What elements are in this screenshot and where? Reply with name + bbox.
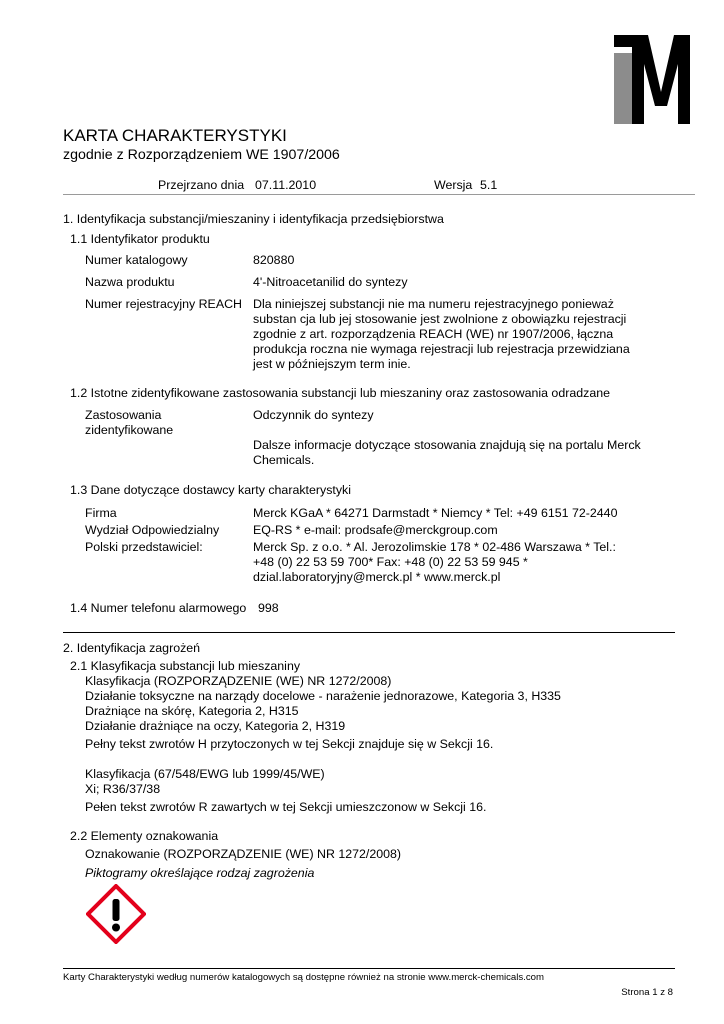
clp-classification-line: Drażniące na skórę, Kategoria 2, H315 <box>85 704 299 718</box>
reach-number-label: Numer rejestracyjny REACH <box>85 297 242 311</box>
dsd-classification-value: Xi; R36/37/38 <box>85 782 161 796</box>
section-1-heading: 1. Identyfikacja substancji/mieszaniny i identyfikacja przedsiębiorstwa <box>63 212 444 226</box>
section-2-2-heading: 2.2 Elementy oznakowania <box>70 829 219 843</box>
section-1-3-heading: 1.3 Dane dotyczące dostawcy karty charakterystyki <box>70 483 351 497</box>
polish-rep-line: Merck Sp. z o.o. * Al. Jerozolimskie 178 * 02-486 Warszawa * Tel.: <box>253 540 616 554</box>
catalog-number-label: Numer katalogowy <box>85 253 188 267</box>
labelling-heading: Oznakowanie (ROZPORZĄDZENIE (WE) NR 1272/2008) <box>85 847 402 861</box>
product-name-value: 4'-Nitroacetanilid do syntezy <box>253 275 408 289</box>
identified-uses-label: Zastosowania <box>85 408 162 422</box>
company-value: Merck KGaA * 64271 Darmstadt * Niemcy * Tel: +49 6151 72-2440 <box>253 506 618 520</box>
dsd-classification-heading: Klasyfikacja (67/548/EWG lub 1999/45/WE) <box>85 767 325 781</box>
product-name-label: Nazwa produktu <box>85 275 175 289</box>
clp-classification-line: Działanie toksyczne na narządy docelowe - narażenie jednorazowe, Kategoria 3, H335 <box>85 689 561 703</box>
clp-classification-line: Działanie drażniące na oczy, Kategoria 2, H319 <box>85 719 346 733</box>
footer-divider <box>63 968 675 969</box>
section-1-2-heading: 1.2 Istotne zidentyfikowane zastosowania substancji lub mieszaniny oraz zastosowania odradzane <box>70 386 610 400</box>
version-value: 5.1 <box>480 178 498 192</box>
more-info-line: Chemicals. <box>253 453 315 467</box>
reach-number-line: Dla niniejszej substancji nie ma numeru rejestracyjnego ponieważ <box>253 297 614 311</box>
reach-number-line: produkcja roczna nie wymaga rejestracji lub rejestracja przewidziana <box>253 342 630 356</box>
header-divider <box>63 194 695 195</box>
company-label: Firma <box>85 506 117 520</box>
page-number: Strona 1 z 8 <box>621 987 673 998</box>
section-1-1-heading: 1.1 Identyfikator produktu <box>70 232 210 246</box>
responsible-dept-value: EQ-RS * e-mail: prodsafe@merckgroup.com <box>253 523 498 537</box>
revised-date: 07.11.2010 <box>255 178 317 192</box>
merck-logo <box>612 34 692 126</box>
pictograms-label: Piktogramy określające rodzaj zagrożenia <box>85 866 315 880</box>
emergency-phone-value: 998 <box>258 601 279 615</box>
section-divider <box>63 632 675 633</box>
version-label: Wersja <box>434 178 473 192</box>
reach-number-line: substan cja lub jej stosowanie jest zwolnione z obowiązku rejestracji <box>253 312 627 326</box>
responsible-dept-label: Wydział Odpowiedzialny <box>85 523 220 537</box>
catalog-number-value: 820880 <box>253 253 295 267</box>
section-2-heading: 2. Identyfikacja zagrożeń <box>63 641 201 655</box>
h-statements-note: Pełny tekst zwrotów H przytoczonych w tej Sekcji znajduje się w Sekcji 16. <box>85 737 494 751</box>
reach-number-line: zgodnie z art. rozporządzenia REACH (WE) nr 1907/2006, łączna <box>253 327 614 341</box>
identified-uses-value: Odczynnik do syntezy <box>253 408 374 422</box>
exclamation-mark-hazard-icon <box>86 884 146 944</box>
clp-classification-heading: Klasyfikacja (ROZPORZĄDZENIE (WE) NR 1272/2008) <box>85 674 392 688</box>
more-info-line: Dalsze informacje dotyczące stosowania znajdują się na portalu Merck <box>253 438 641 452</box>
document-subtitle: zgodnie z Rozporządzeniem WE 1907/2006 <box>63 147 340 163</box>
polish-rep-label: Polski przedstawiciel: <box>85 540 203 554</box>
footer-note: Karty Charakterystyki według numerów katalogowych są dostępne również na stronie www.merck-chemicals.com <box>63 972 544 983</box>
document-title: KARTA CHARAKTERYSTYKI <box>63 126 287 145</box>
section-2-1-heading: 2.1 Klasyfikacja substancji lub mieszaniny <box>70 659 301 673</box>
revised-label: Przejrzano dnia <box>158 178 245 192</box>
identified-uses-label: zidentyfikowane <box>85 423 174 437</box>
section-1-4-heading: 1.4 Numer telefonu alarmowego <box>70 601 247 615</box>
reach-number-line: jest w późniejszym term inie. <box>253 357 411 371</box>
polish-rep-line: +48 (0) 22 53 59 700* Fax: +48 (0) 22 53 59 945 * <box>253 555 528 569</box>
polish-rep-line: dzial.laboratoryjny@merck.pl * www.merck.pl <box>253 570 501 584</box>
r-phrases-note: Pełen tekst zwrotów R zawartych w tej Sekcji umieszczonow w Sekcji 16. <box>85 800 487 814</box>
